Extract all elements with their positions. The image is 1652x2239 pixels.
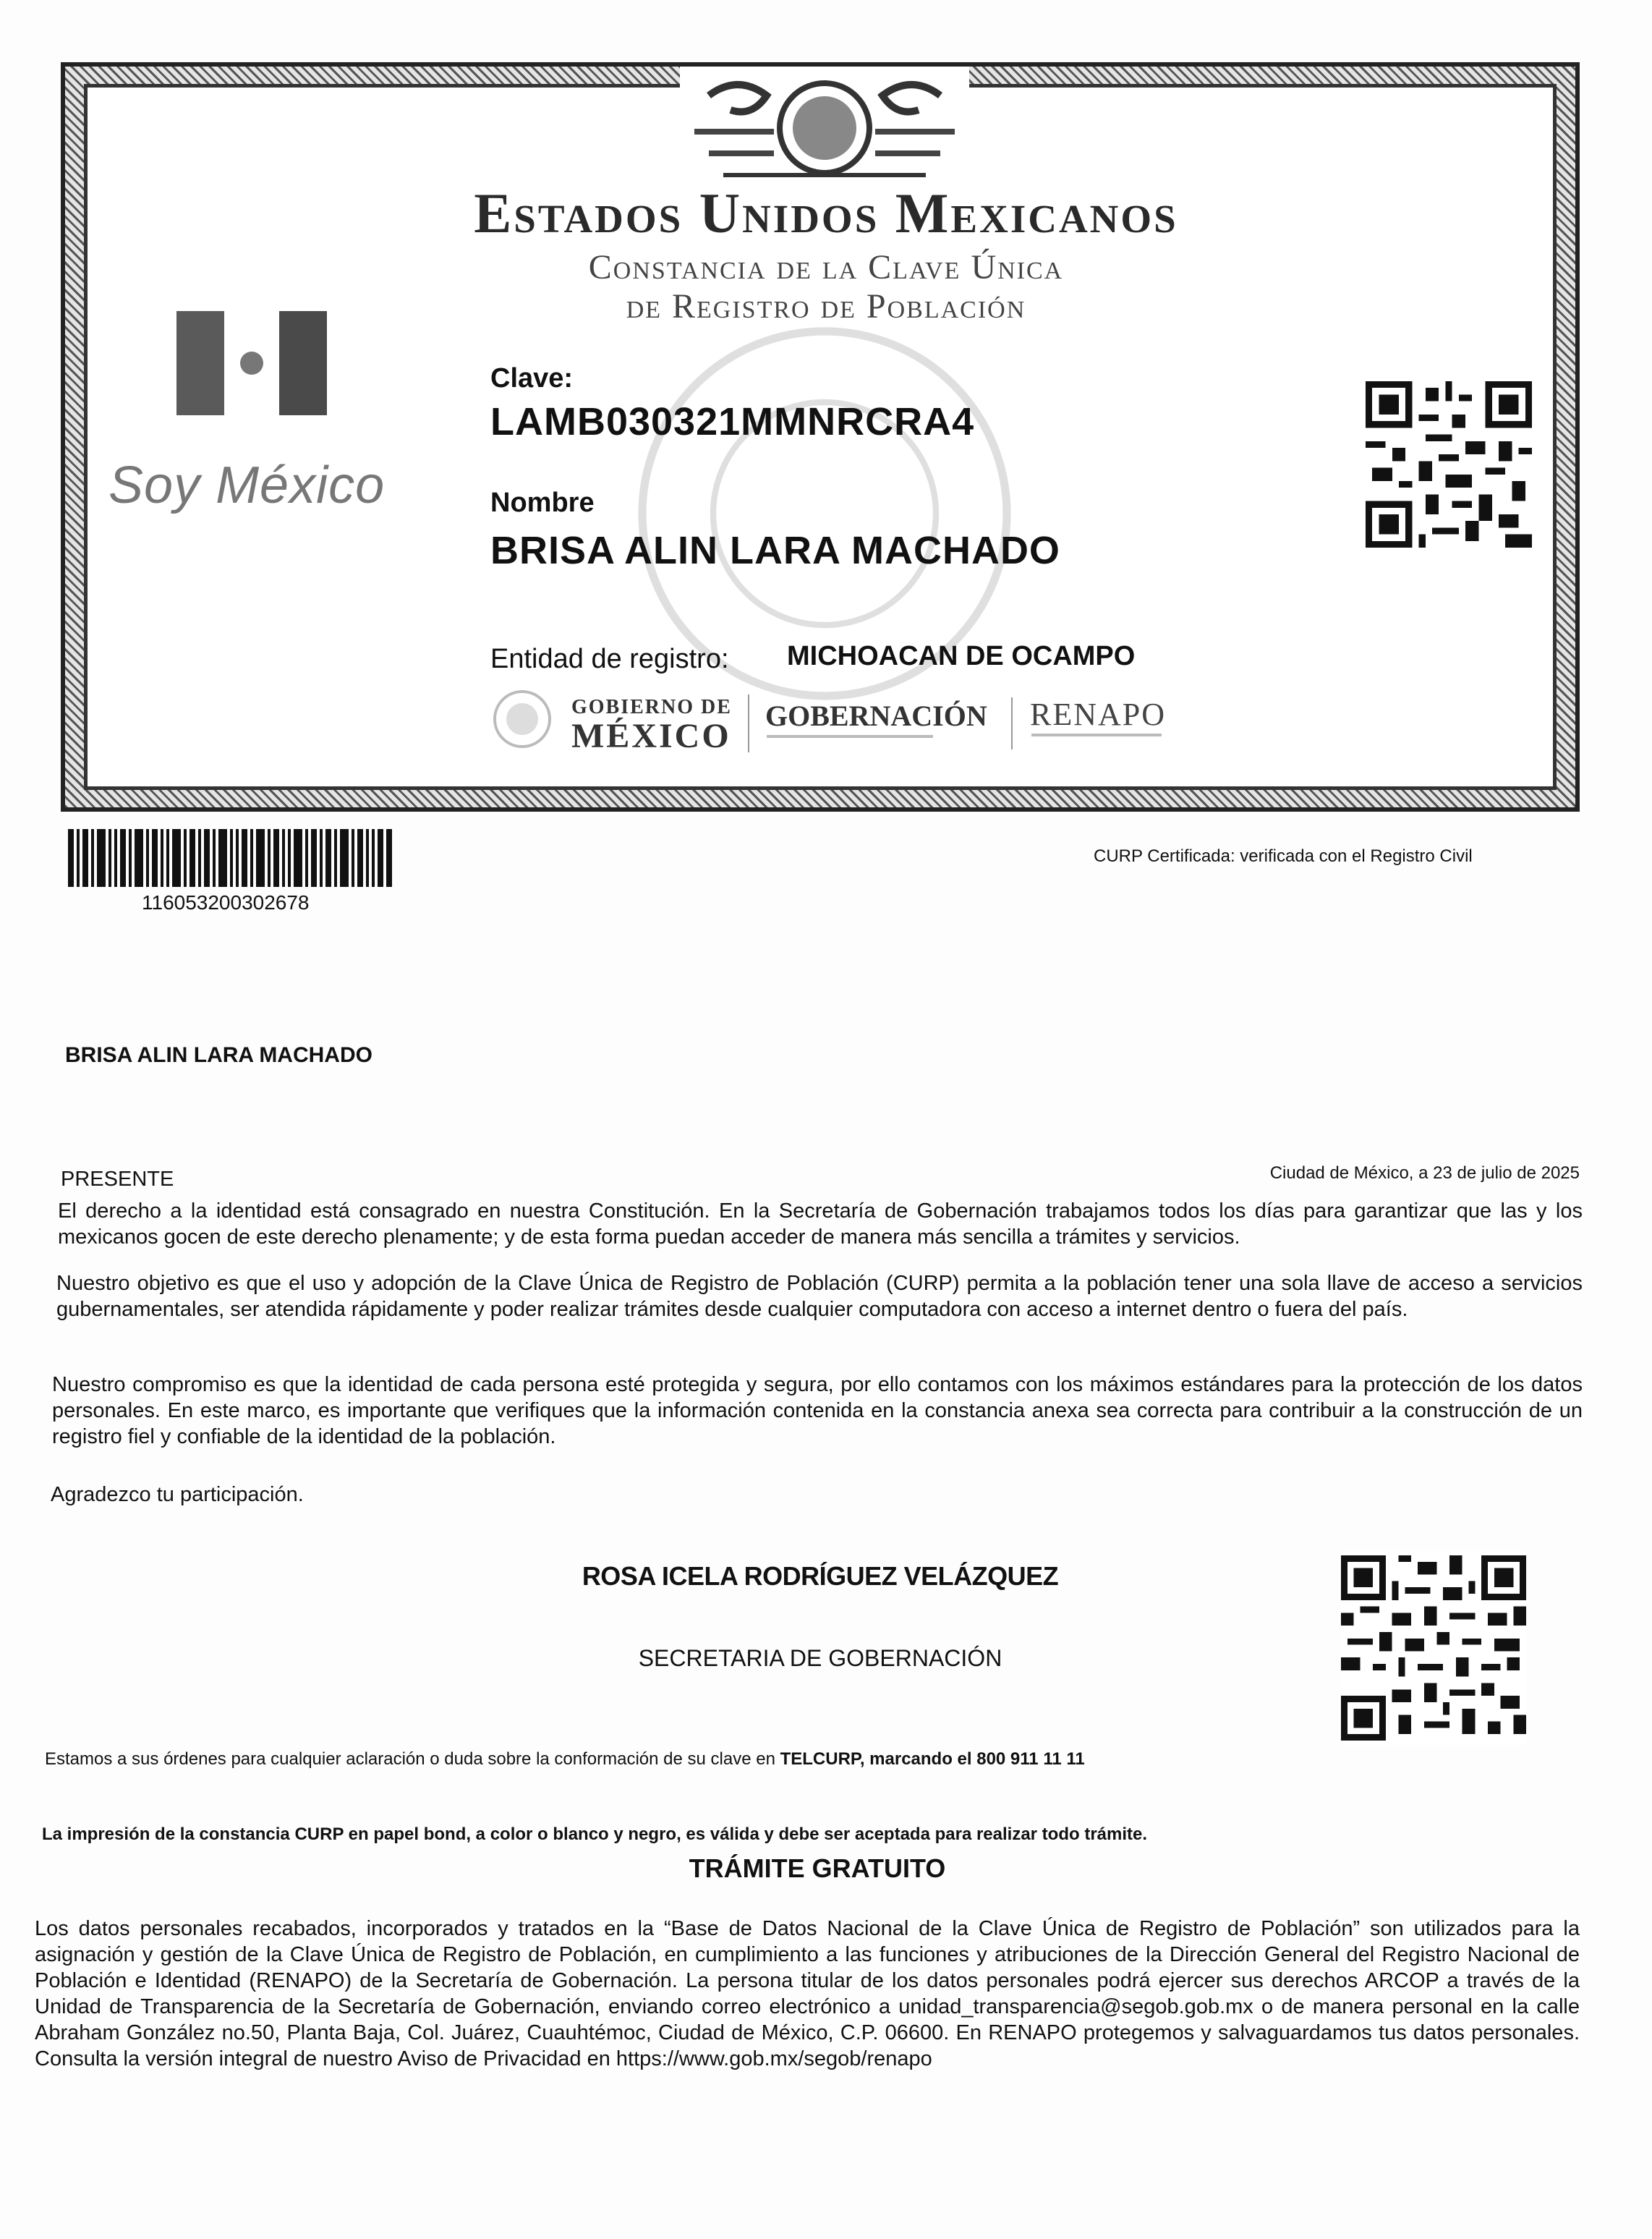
free-procedure: TRÁMITE GRATUITO: [689, 1853, 946, 1883]
privacy-notice: Los datos personales recabados, incorporados y tratados en la “Base de Datos Nacional de la Clave Única de Registro de Población” son utilizados para la asignación y gestión de la Clave Única de Registro de Población, en cumplimiento a las funciones y atribuciones de la Dirección General del Registro Nacional de Población e Identidad (RENAPO) de la Secretaría de Gobernación. La persona titular de los datos personales podrá ejercer sus derechos ARCOP a través de la Unidad de Transparencia de la Secretaría de Gobernación, enviando correo electrónico a unidad_transparencia@segob.gob.mx o de manera personal en la calle Abraham González no.50, Planta Baja, Col. Juárez, Cuauhtémoc, Ciudad de México, C.P. 06600. En RENAPO protegemos y salvaguardamos tus datos personales. Consulta la versión integral de nuestro Aviso de Privacidad en https://www.gob.mx/segob/renapo: [35, 1917, 1580, 2070]
logo-renapo-caption: [1031, 734, 1162, 736]
clave-value: LAMB030321MMNRCRA4: [490, 400, 975, 443]
signer-title: SECRETARIA DE GOBERNACIÓN: [638, 1645, 1002, 1671]
mexico-flag-icon: [176, 311, 327, 415]
certificate-subtitle-1: Constancia de la Clave Única: [588, 248, 1064, 286]
entidad-label: Entidad de registro:: [490, 644, 729, 674]
letter-qr-code[interactable]: [1341, 1551, 1526, 1745]
impression-note: La impresión de la constancia CURP en papel bond, a color o blanco y negro, es válida y debe ser aceptada para realizar todo trámite.: [42, 1824, 1148, 1844]
paragraph-3: Nuestro compromiso es que la identidad de cada persona esté protegida y segura, por ello contamos con los máximos estándares para la protección de los datos personales. En este marco, es importante que verifiques que la información contenida en la constancia anexa sea correcta para contribuir a la construcción de un registro fiel y confiable de la identidad de la población.: [52, 1373, 1583, 1448]
gobierno-seal-icon: [492, 689, 553, 749]
certificate-qr-code[interactable]: [1366, 379, 1532, 550]
country-title: Estados Unidos Mexicanos: [474, 182, 1178, 245]
paragraph-2: Nuestro objetivo es que el uso y adopción de la Clave Única de Registro de Población (CURP) permita a la población tener una sola llave de acceso a servicios gubernamentales, ser atendida rápidamente y poder realizar trámites desde cualquier computadora con acceso a internet dentro o fuera del país.: [56, 1272, 1583, 1321]
entidad-value: MICHOACAN DE OCAMPO: [787, 641, 1136, 671]
barcode[interactable]: [68, 829, 392, 887]
telcurp-number: TELCURP, marcando el 800 911 11 11: [780, 1749, 1085, 1769]
national-emblem: [680, 67, 969, 190]
logo-gobernacion: GOBERNACIÓN: [765, 700, 987, 732]
logo-renapo: RENAPO: [1030, 697, 1167, 732]
logo-divider-1: [748, 694, 749, 752]
telcurp-text: Estamos a sus órdenes para cualquier aclaración o duda sobre la conformación de su clave en: [45, 1749, 780, 1769]
certificate-subtitle-2: de Registro de Población: [626, 287, 1026, 326]
thanks-line: Agradezco tu participación.: [51, 1483, 304, 1506]
clave-label: Clave:: [490, 363, 574, 394]
logo-gobierno-line2: MÉXICO: [571, 717, 731, 755]
paragraph-1: El derecho a la identidad está consagrado en nuestra Constitución. En la Secretaría de Gobernación trabajamos todos los días para garantizar que las y los mexicanos gocen de este derecho plenamente; y de esta forma puedan acceder de manera más sencilla a trámites y servicios.: [58, 1199, 1583, 1249]
signer-name: ROSA ICELA RODRÍGUEZ VELÁZQUEZ: [582, 1561, 1059, 1591]
soy-mexico-brand: Soy México: [108, 456, 386, 514]
recipient-name: BRISA ALIN LARA MACHADO: [65, 1043, 372, 1067]
logo-gobierno-line1: GOBIERNO DE: [571, 696, 732, 718]
presente-label: PRESENTE: [61, 1168, 174, 1191]
barcode-number: 116053200302678: [142, 891, 310, 914]
telcurp-line: [45, 1749, 1347, 1769]
logo-divider-2: [1011, 697, 1013, 749]
certified-note: CURP Certificada: verificada con el Registro Civil: [1094, 846, 1473, 866]
place-date: Ciudad de México, a 23 de julio de 2025: [1269, 1163, 1580, 1183]
logo-gobernacion-caption: [767, 735, 933, 738]
nombre-label: Nombre: [490, 488, 595, 518]
nombre-value: BRISA ALIN LARA MACHADO: [490, 529, 1060, 572]
